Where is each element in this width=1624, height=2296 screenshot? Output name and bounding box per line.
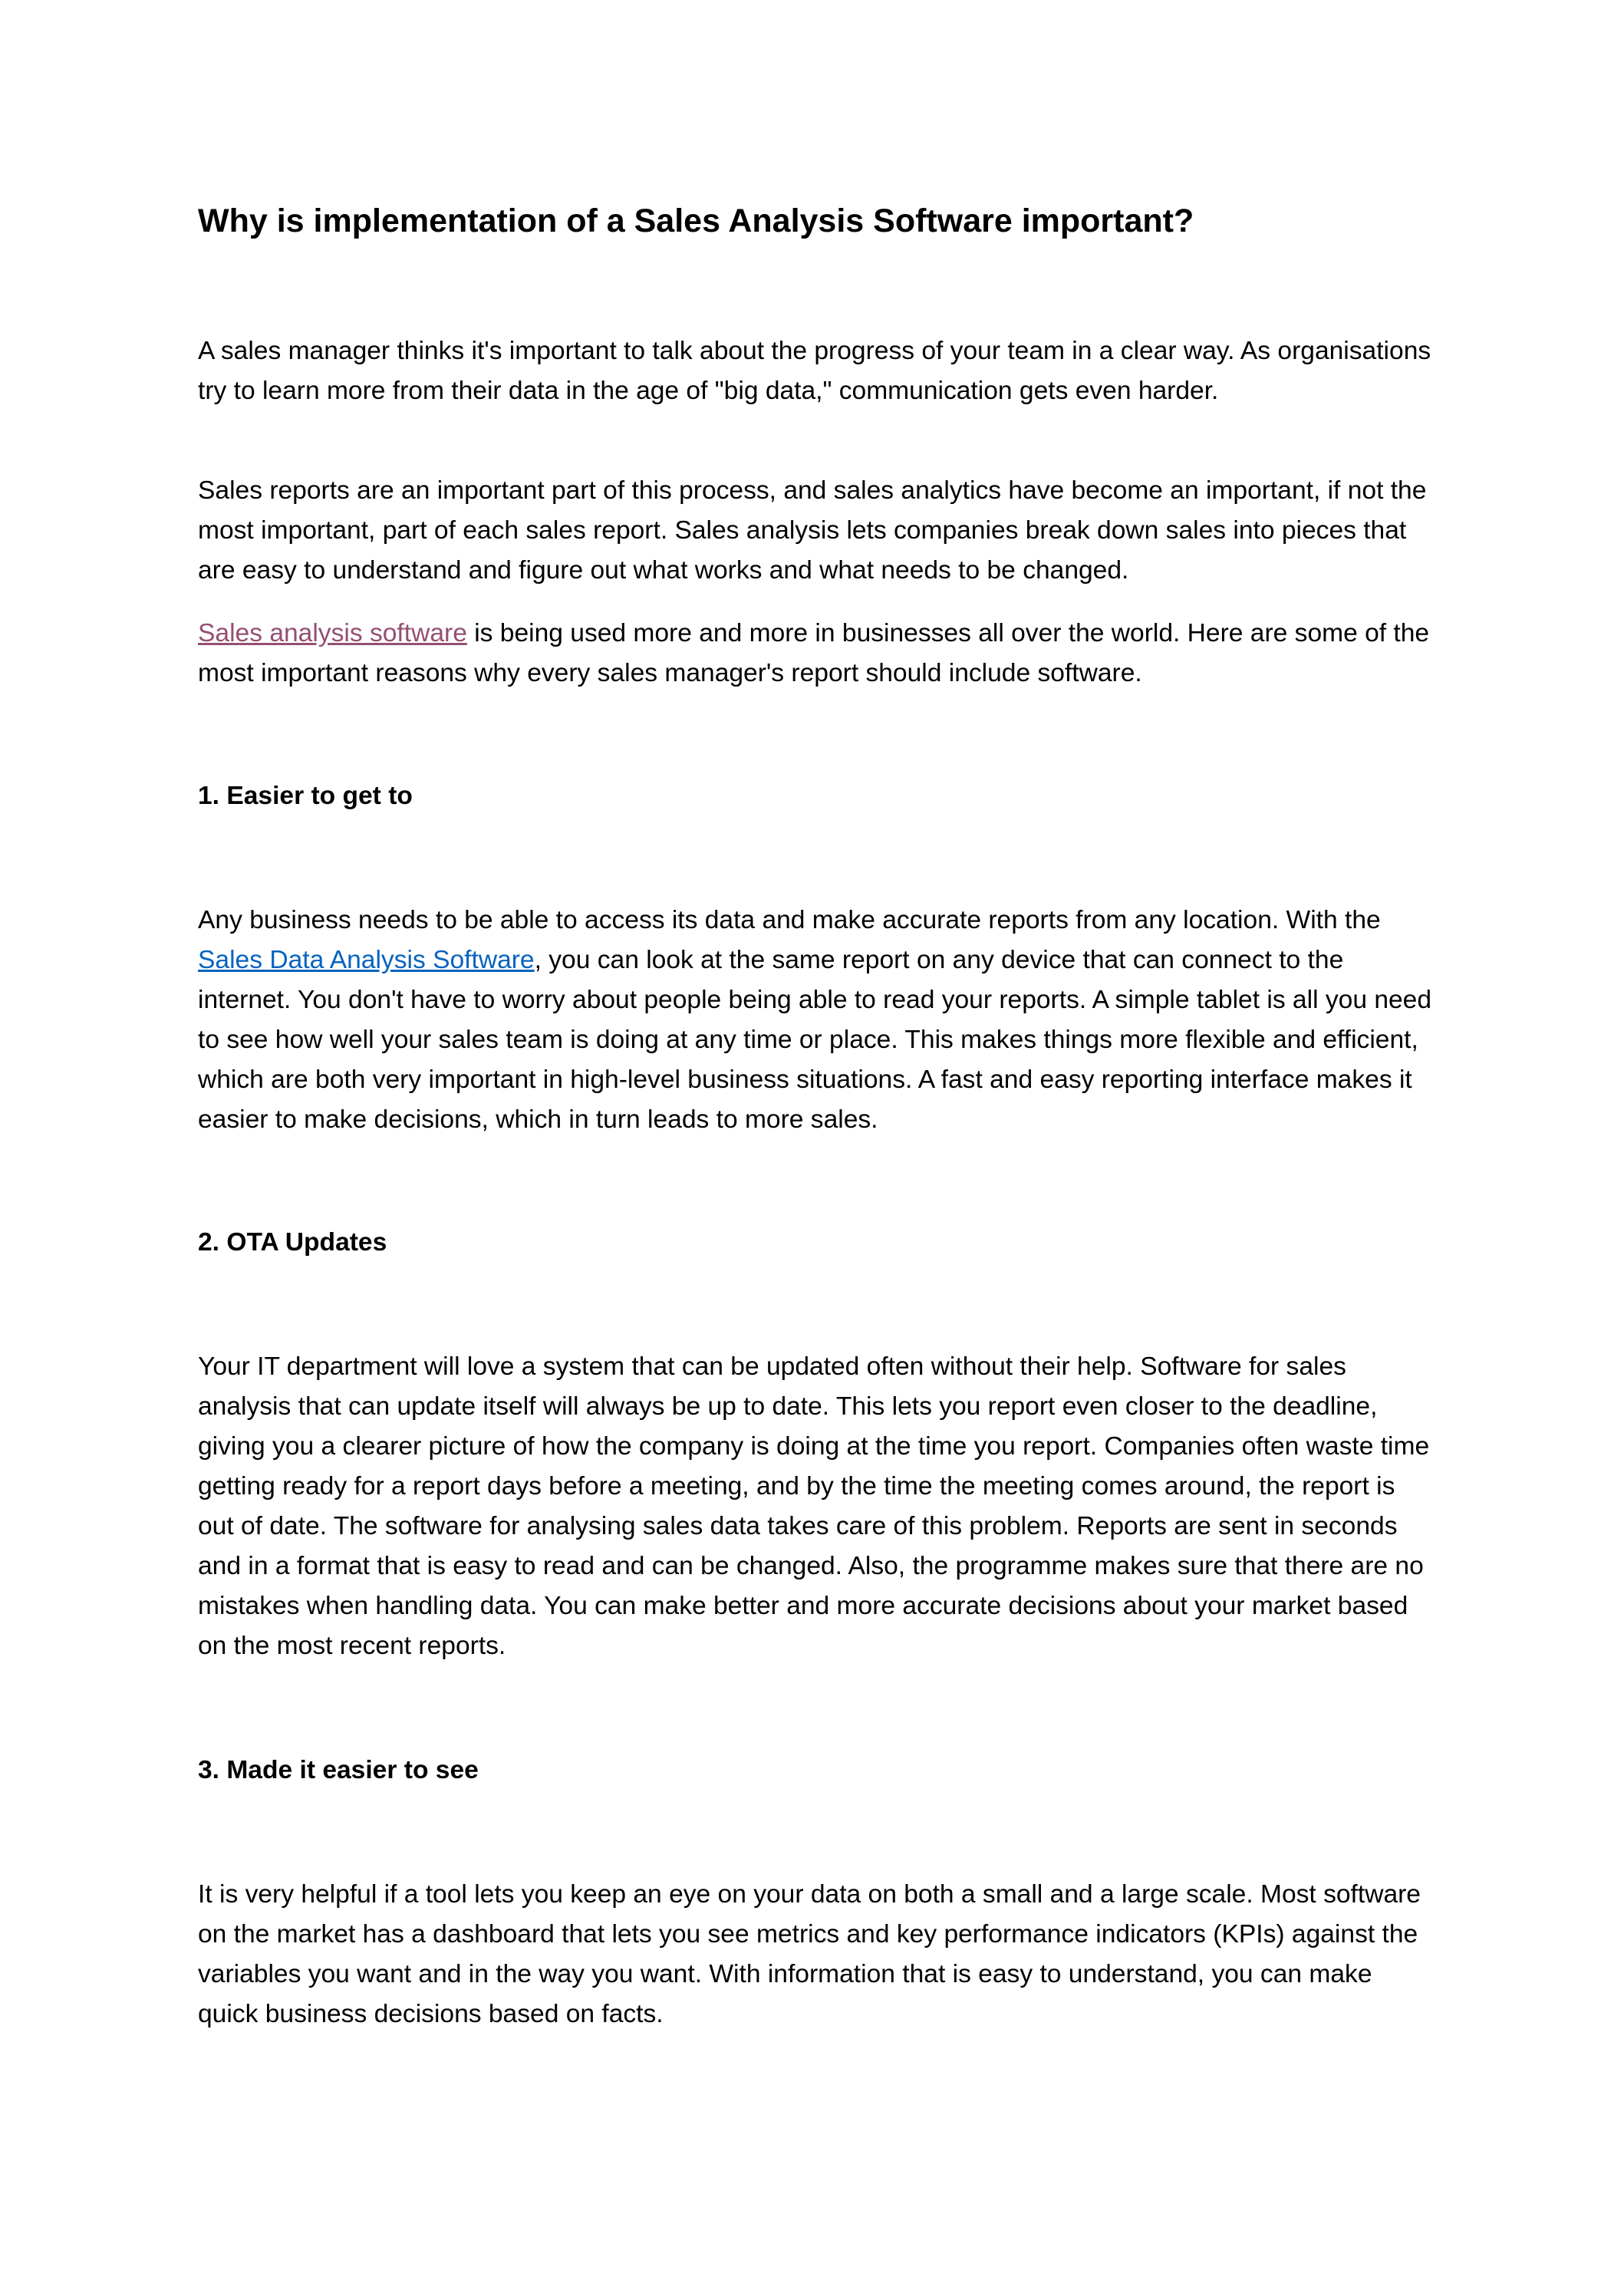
section-3-body: It is very helpful if a tool lets you keep an eye on your data on both a small and a large scale. Most software on the market has a dashboard that lets you see metrics and key performance indicators (KPIs) against the variables you want and in the way you want. With information that is easy to understand, you can make quick business decisions based on facts. <box>198 1880 1421 2028</box>
section-3-heading: 3. Made it easier to see <box>198 1756 479 1784</box>
section-2-heading: 2. OTA Updates <box>198 1228 387 1257</box>
section-1-body <box>198 901 1437 1140</box>
sales-analysis-software-link[interactable]: Sales analysis software <box>198 619 467 647</box>
intro-paragraph-3-text: is being used more and more in businesses all over the world. Here are some of the most important reasons why every sales manager's report should include software. <box>198 619 1430 687</box>
intro-paragraph-2: Sales reports are an important part of this process, and sales analytics have become an important, if not the most important, part of each sales report. Sales analysis lets companies break down sales into pieces that are easy to understand and figure out what works and what needs to be changed. <box>198 476 1427 585</box>
section-1-body-end: , you can look at the same report on any device that can connect to the internet. You don't have to worry about people being able to read your reports. A simple tablet is all you need to see how well your sales team is doing at any time or place. This makes things more flexible and efficient, which are both very important in high-level business situations. A fast and easy reporting interface makes it easier to make decisions, which in turn leads to more sales. <box>198 946 1432 1134</box>
document-title: Why is implementation of a Sales Analysis Software important? <box>198 203 1194 239</box>
section-1-heading: 1. Easier to get to <box>198 782 413 810</box>
section-2-body: Your IT department will love a system that can be updated often without their help. Software for sales analysis that can update itself will always be up to date. This lets you report even closer to the deadline, giving you a clearer picture of how the company is doing at the time you report. Companies often waste time getting ready for a report days before a meeting, and by the time the meeting comes around, the report is out of date. The software for analysing sales data takes care of this problem. Reports are sent in seconds and in a format that is easy to read and can be changed. Also, the programme makes sure that there are no mistakes when handling data. You can make better and more accurate decisions about your market based on the most recent reports. <box>198 1352 1430 1660</box>
intro-paragraph-1: A sales manager thinks it's important to talk about the progress of your team in a clear way. As organisations try to learn more from their data in the age of "big data," communication gets even harder. <box>198 337 1431 405</box>
intro-paragraph-3 <box>198 614 1437 693</box>
sales-data-analysis-software-link[interactable]: Sales Data Analysis Software <box>198 946 535 974</box>
section-1-body-start: Any business needs to be able to access its data and make accurate reports from any location. With the <box>198 906 1381 934</box>
